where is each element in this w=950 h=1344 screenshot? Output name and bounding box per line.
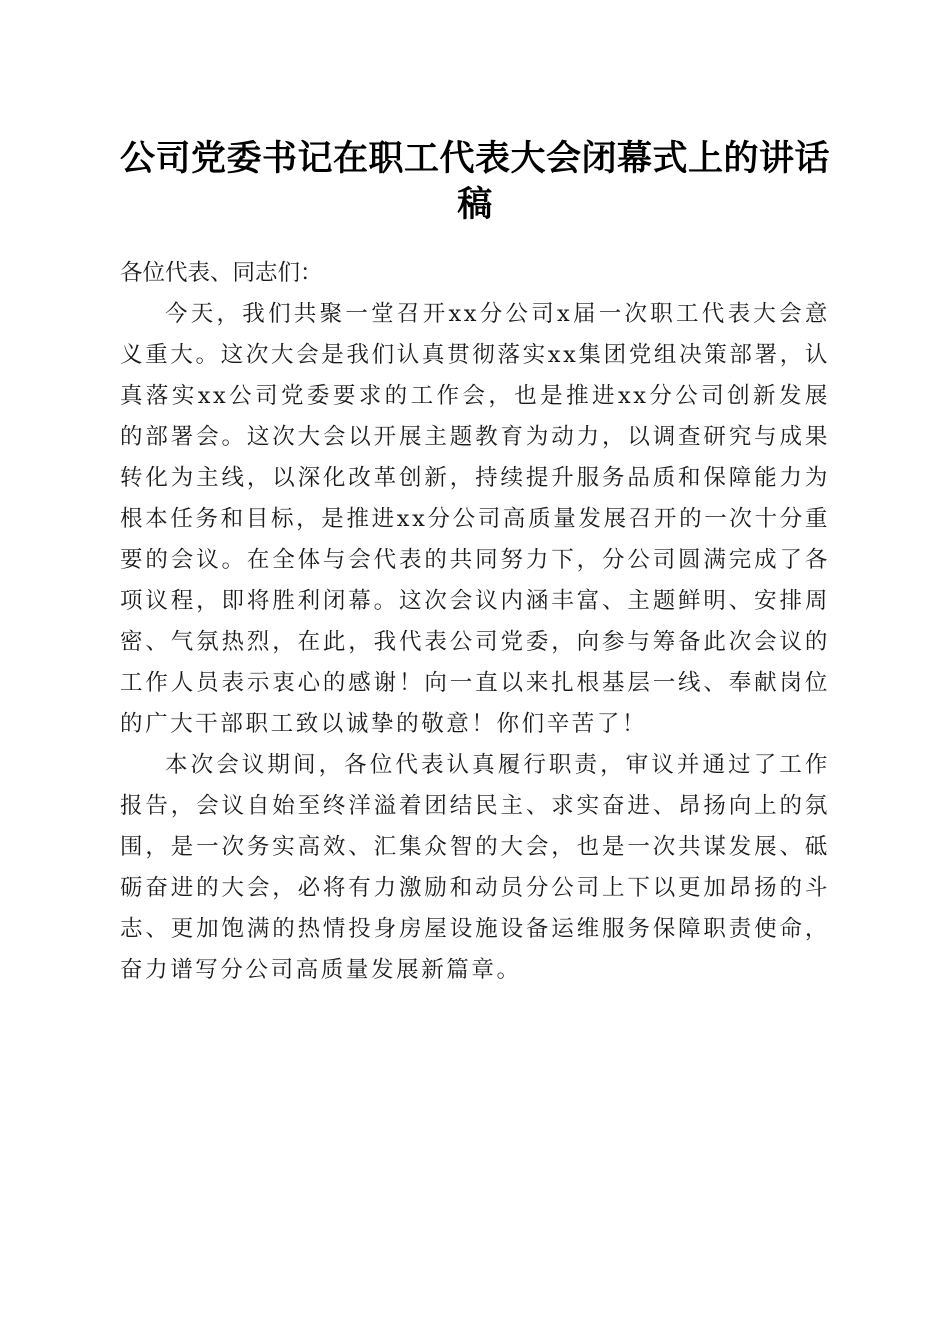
- document-title: 公司党委书记在职工代表大会闭幕式上的讲话稿: [119, 138, 830, 225]
- document-body: [120, 250, 830, 991]
- paragraph-1: 今天，我们共聚一堂召开xx分公司x届一次职工代表大会意义重大。这次大会是我们认真贯彻落实xx集团党组决策部署，认真落实xx公司党委要求的工作会，也是推进xx分公司创新发展的部署会。这次大会以开展主题教育为动力，以调查研究与成果转化为主线，以深化改革创新，持续提升服务品质和保障能力为根本任务和目标，是推进xx分公司高质量发展召开的一次十分重要的会议。在全体与会代表的共同努力下，分公司圆满完成了各项议程，即将胜利闭幕。这次会议内涵丰富、主题鲜明、安排周密、气氛热烈，在此，我代表公司党委，向参与筹备此次会议的工作人员表示衷心的感谢！向一直以来扎根基层一线、奉献岗位的广大干部职工致以诚挚的敬意！你们辛苦了！: [120, 301, 830, 737]
- salutation: 各位代表、同志们：: [120, 260, 323, 286]
- paragraph-2: 本次会议期间，各位代表认真履行职责，审议并通过了工作报告，会议自始至终洋溢着团结民主、求实奋进、昂扬向上的氛围，是一次务实高效、汇集众智的大会，也是一次共谋发展、砥砺奋进的大会，必将有力激励和动员分公司上下以更加昂扬的斗志、更加饱满的热情投身房屋设施设备运维服务保障职责使命，奋力谱写分公司高质量发展新篇章。: [120, 752, 830, 983]
